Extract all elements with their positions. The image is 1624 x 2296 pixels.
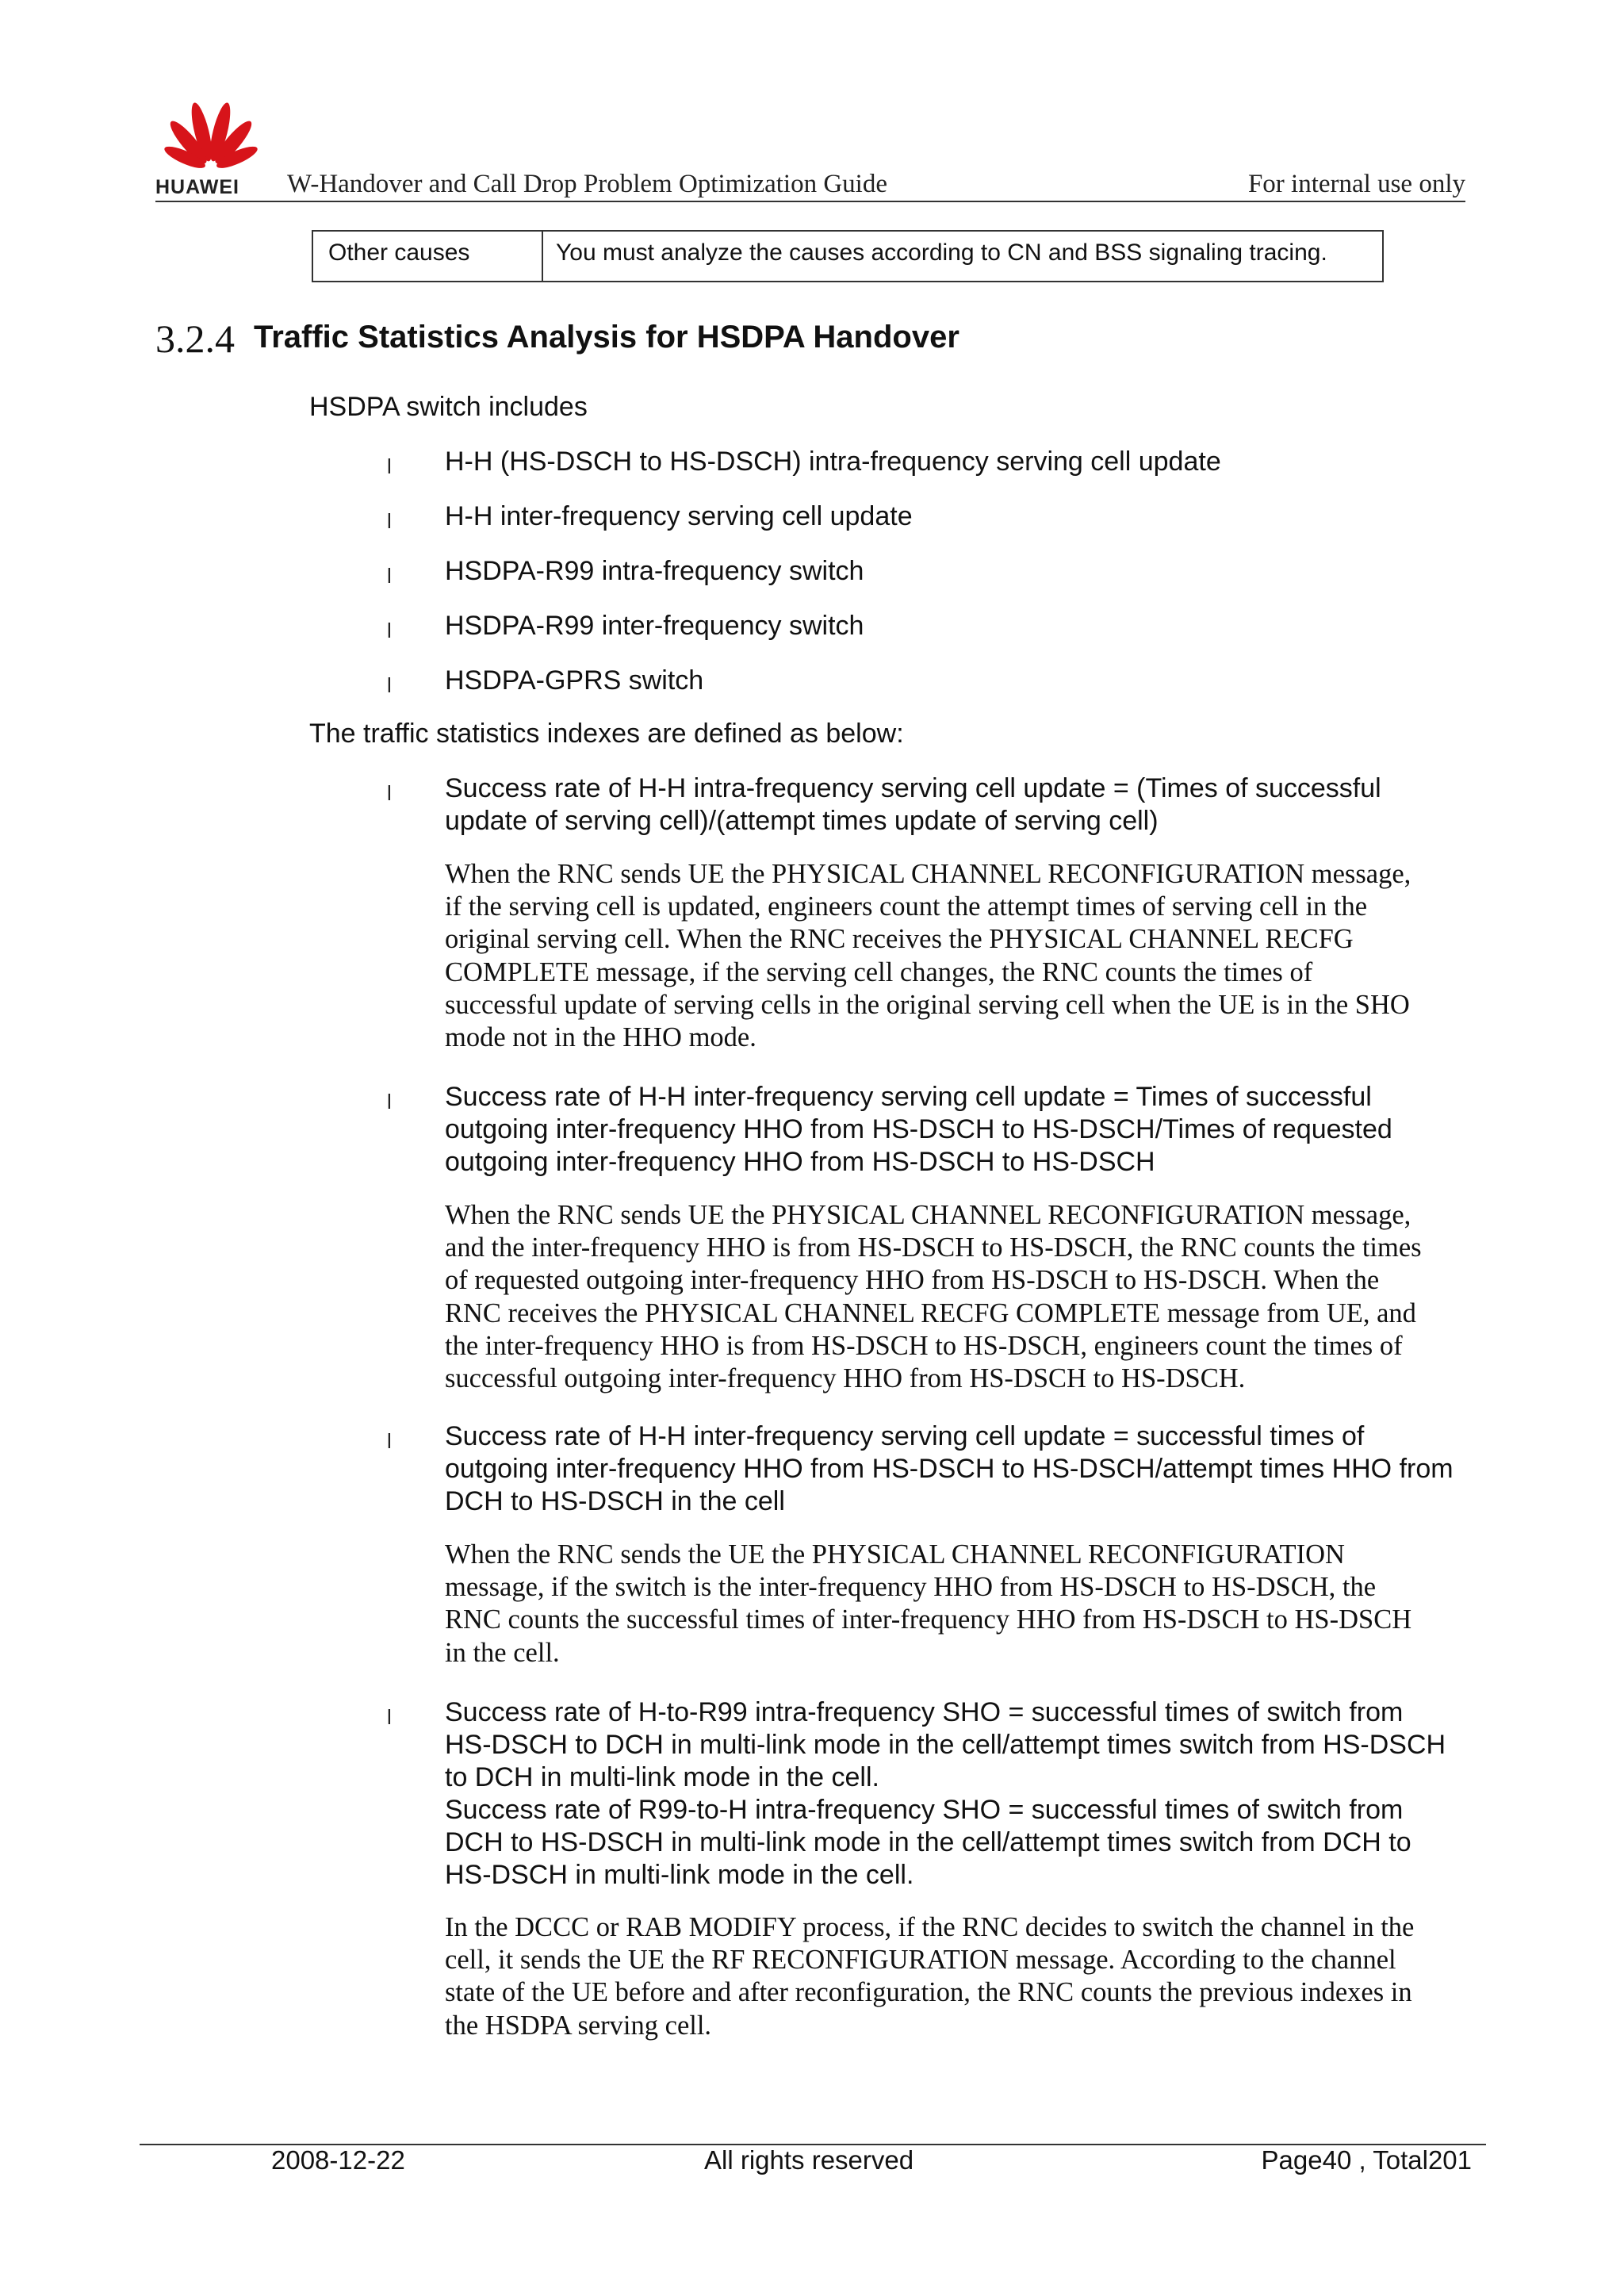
formula-line: HS-DSCH to DCH in multi-link mode in the cell/attempt times switch from HS-DSCH [445, 1730, 1446, 1760]
cause-table [312, 230, 1384, 282]
cause-description-cell: You must analyze the causes according to CN and BSS signaling tracing. [556, 240, 1327, 266]
description-line: state of the UE before and after reconfiguration, the RNC counts the previous indexes in [445, 1977, 1412, 2008]
bullet-glyph: l [387, 564, 392, 588]
formula-line: to DCH in multi-link mode in the cell. [445, 1762, 879, 1792]
formula-line: Success rate of H-H inter-frequency serving cell update = successful times of [445, 1421, 1365, 1451]
list-item: HSDPA-R99 inter-frequency switch [445, 611, 864, 641]
formula-line: HS-DSCH in multi-link mode in the cell. [445, 1860, 914, 1890]
formula-line: Success rate of H-to-R99 intra-frequency SHO = successful times of switch from [445, 1697, 1404, 1727]
bullet-glyph: l [387, 673, 392, 697]
description-line: message, if the switch is the inter-frequency HHO from HS-DSCH to HS-DSCH, the [445, 1572, 1377, 1603]
bullet-glyph: l [387, 1705, 392, 1729]
section-title: Traffic Statistics Analysis for HSDPA Handover [254, 320, 959, 355]
formula-line: Success rate of R99-to-H intra-frequency SHO = successful times of switch from [445, 1795, 1404, 1825]
description-line: When the RNC sends the UE the PHYSICAL CHANNEL RECONFIGURATION [445, 1539, 1345, 1570]
formula-line: outgoing inter-frequency HHO from HS-DSCH to HS-DSCH [445, 1147, 1155, 1177]
footer-rights: All rights reserved [704, 2145, 914, 2175]
description-line: of requested outgoing inter-frequency HHO from HS-DSCH to HS-DSCH. When the [445, 1265, 1380, 1296]
formula-line: Success rate of H-H intra-frequency serving cell update = (Times of successful [445, 773, 1381, 803]
brand-wordmark: HUAWEI [155, 176, 239, 198]
list-item: HSDPA-GPRS switch [445, 665, 704, 696]
index-formula [445, 1696, 1476, 1892]
formula-line: Success rate of H-H inter-frequency serving cell update = Times of successful [445, 1082, 1372, 1112]
description-line: RNC counts the successful times of inter-frequency HHO from HS-DSCH to HS-DSCH [445, 1604, 1412, 1635]
description-line: mode not in the HHO mode. [445, 1022, 756, 1053]
index-formula [445, 772, 1476, 838]
description-line: cell, it sends the UE the RF RECONFIGURATION message. According to the channel [445, 1945, 1396, 1976]
bullet-glyph: l [387, 454, 392, 478]
description-line: original serving cell. When the RNC receives the PHYSICAL CHANNEL RECFG [445, 924, 1354, 955]
description-line: When the RNC sends UE the PHYSICAL CHANNEL RECONFIGURATION message, [445, 1200, 1411, 1230]
index-formula [445, 1081, 1476, 1179]
footer-page-number: Page40 , Total201 [1261, 2145, 1472, 2175]
list-item: H-H inter-frequency serving cell update [445, 501, 913, 531]
description-line: In the DCCC or RAB MODIFY process, if the RNC decides to switch the channel in the [445, 1912, 1415, 1942]
description-line: and the inter-frequency HHO is from HS-DSCH to HS-DSCH, the RNC counts the times [445, 1232, 1422, 1263]
list-item: H-H (HS-DSCH to HS-DSCH) intra-frequency serving cell update [445, 447, 1221, 477]
indexes-intro-paragraph: The traffic statistics indexes are defined as below: [309, 719, 904, 749]
section-number: 3.2.4 [155, 316, 235, 361]
formula-line: DCH to HS-DSCH in multi-link mode in the cell/attempt times switch from DCH to [445, 1827, 1411, 1857]
list-item: HSDPA-R99 intra-frequency switch [445, 556, 864, 586]
index-description [445, 1199, 1476, 1395]
index-formula [445, 1420, 1476, 1518]
description-line: successful outgoing inter-frequency HHO from HS-DSCH to HS-DSCH. [445, 1363, 1246, 1394]
classification-label: For internal use only [1247, 170, 1465, 198]
formula-line: update of serving cell)/(attempt times update of serving cell) [445, 806, 1159, 836]
bullet-glyph: l [387, 1429, 392, 1453]
description-line: When the RNC sends UE the PHYSICAL CHANNEL RECONFIGURATION message, [445, 859, 1411, 889]
description-line: in the cell. [445, 1637, 560, 1668]
formula-line: outgoing inter-frequency HHO from HS-DSCH to HS-DSCH/attempt times HHO from [445, 1454, 1454, 1484]
formula-line: outgoing inter-frequency HHO from HS-DSCH to HS-DSCH/Times of requested [445, 1114, 1392, 1144]
bullet-glyph: l [387, 509, 392, 533]
description-line: if the serving cell is updated, engineers count the attempt times of serving cell in the [445, 891, 1368, 922]
index-description [445, 1911, 1476, 2042]
bullet-glyph: l [387, 781, 392, 805]
index-description [445, 858, 1476, 1054]
intro-paragraph: HSDPA switch includes [309, 392, 588, 422]
cause-cell: Other causes [313, 232, 543, 281]
description-line: the inter-frequency HHO is from HS-DSCH to HS-DSCH, engineers count the times of [445, 1330, 1403, 1361]
document-title: W-Handover and Call Drop Problem Optimization Guide [287, 170, 888, 198]
description-line: the HSDPA serving cell. [445, 2010, 712, 2041]
formula-line: DCH to HS-DSCH in the cell [445, 1486, 785, 1516]
description-line: RNC receives the PHYSICAL CHANNEL RECFG COMPLETE message from UE, and [445, 1297, 1416, 1328]
description-line: successful update of serving cells in the original serving cell when the UE is in the SHO [445, 989, 1410, 1020]
bullet-glyph: l [387, 1090, 392, 1114]
bullet-glyph: l [387, 619, 392, 642]
index-description [445, 1539, 1476, 1669]
description-line: COMPLETE message, if the serving cell changes, the RNC counts the times of [445, 956, 1313, 987]
footer-date: 2008-12-22 [271, 2145, 405, 2175]
header-divider [155, 201, 1465, 202]
